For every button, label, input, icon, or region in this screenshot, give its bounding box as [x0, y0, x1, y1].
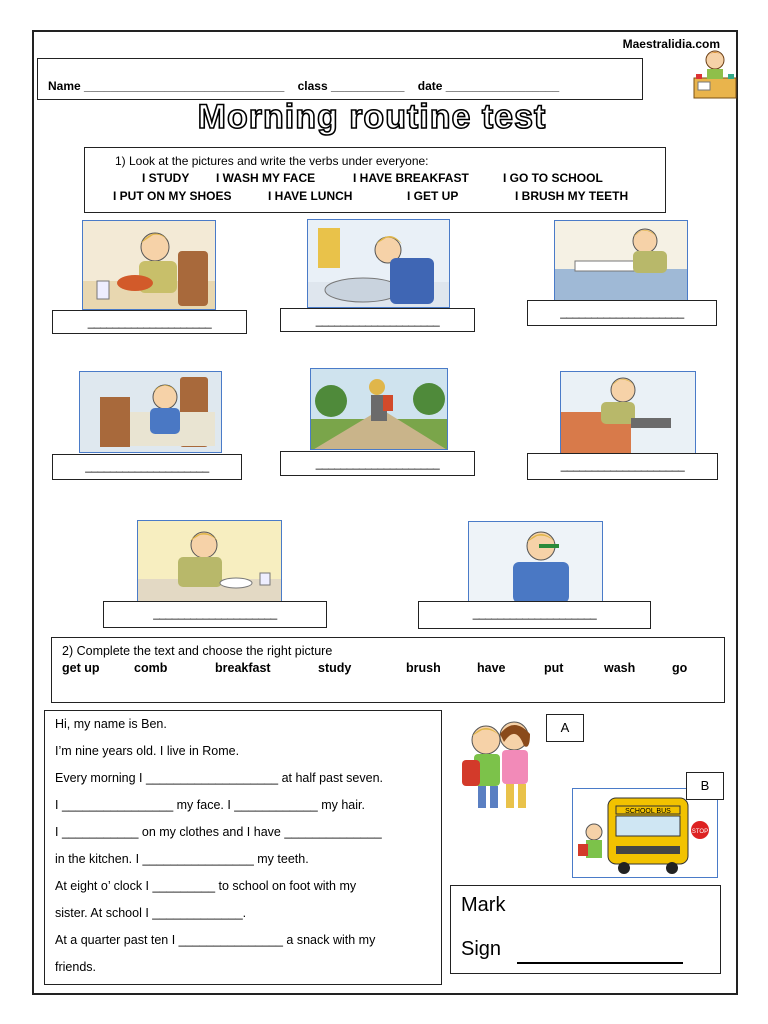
picture-brush-teeth	[468, 521, 603, 602]
boy-eating-illustration	[83, 221, 216, 310]
answer-field-1[interactable]: ____________________	[52, 310, 247, 334]
class-field[interactable]: ___________	[330, 79, 405, 93]
word-option: get up	[62, 661, 100, 675]
picture-get-up	[79, 371, 222, 453]
student-info-box	[37, 58, 643, 100]
picture-wash-face	[307, 219, 450, 308]
boy-shoes-illustration	[561, 372, 696, 454]
sign-label: Sign	[461, 938, 502, 960]
mark-sign-box	[450, 885, 721, 974]
story-line: I’m nine years old. I live in Rome.	[55, 744, 240, 758]
picture-b-school-bus	[572, 788, 718, 878]
worksheet-title: Morning routine test	[197, 98, 547, 136]
boy-studying-illustration	[555, 221, 688, 301]
word-option: wash	[604, 661, 636, 675]
picture-study	[554, 220, 688, 301]
verb-option: I HAVE BREAKFAST	[353, 171, 469, 185]
story-text-box	[44, 710, 442, 985]
verb-option: I STUDY	[142, 171, 190, 185]
story-line: Hi, my name is Ben.	[55, 717, 167, 731]
picture-put-on-shoes	[560, 371, 696, 454]
answer-field-3[interactable]: ____________________	[527, 300, 717, 326]
site-name: Maestralidia.com	[622, 37, 720, 51]
exercise1-instructions	[84, 147, 666, 213]
verb-option: I WASH MY FACE	[216, 171, 316, 185]
word-option: put	[544, 661, 564, 675]
sign-line[interactable]	[517, 962, 683, 964]
boy-washing-illustration	[308, 220, 450, 308]
verb-option: I HAVE LUNCH	[268, 189, 353, 203]
word-option: comb	[134, 661, 168, 675]
exercise2-question: 2) Complete the text and choose the right picture	[62, 644, 333, 658]
name-field[interactable]: ______________________________	[84, 79, 285, 93]
answer-field-6[interactable]: ____________________	[527, 453, 718, 480]
verb-option: I GET UP	[407, 189, 459, 203]
verb-option: I PUT ON MY SHOES	[113, 189, 232, 203]
story-line[interactable]: I ___________ on my clothes and I have ______________	[55, 825, 382, 839]
verb-option: I BRUSH MY TEETH	[515, 189, 629, 203]
picture-lunch	[137, 520, 282, 602]
story-line[interactable]: sister. At school I _____________.	[55, 906, 247, 920]
word-option: brush	[406, 661, 441, 675]
name-label: Name	[48, 79, 81, 93]
story-line: friends.	[55, 960, 96, 974]
boy-walking-illustration	[311, 369, 448, 450]
verb-option: I GO TO SCHOOL	[503, 171, 603, 185]
boy-lunch-illustration	[138, 521, 282, 602]
class-label: class	[297, 79, 328, 93]
picture-breakfast	[82, 220, 216, 310]
answer-field-8[interactable]: ____________________	[418, 601, 651, 629]
answer-field-5[interactable]: ____________________	[280, 451, 475, 476]
exercise1-question: 1) Look at the pictures and write the verbs under everyone:	[115, 154, 429, 168]
choice-b-label[interactable]: B	[686, 772, 724, 800]
story-line[interactable]: At a quarter past ten I _______________ a snack with my	[55, 933, 376, 947]
exercise2-word-bank	[51, 637, 725, 703]
boy-brushing-illustration	[469, 522, 603, 602]
word-option: study	[318, 661, 352, 675]
picture-go-to-school	[310, 368, 448, 450]
word-option: breakfast	[215, 661, 271, 675]
word-option: go	[672, 661, 688, 675]
answer-field-2[interactable]: ____________________	[280, 308, 475, 332]
stop-sign-text: STOP	[691, 829, 709, 835]
story-line[interactable]: I ________________ my face. I ____________ my hair.	[55, 798, 365, 812]
word-option: have	[477, 661, 506, 675]
teacher-logo	[690, 44, 740, 104]
story-line[interactable]: At eight o’ clock I _________ to school on foot with my	[55, 879, 357, 893]
answer-field-4[interactable]: ____________________	[52, 454, 242, 480]
picture-a-kids-walking	[458, 716, 546, 816]
choice-a-label[interactable]: A	[546, 714, 584, 742]
story-line[interactable]: Every morning I ___________________ at half past seven.	[55, 771, 384, 785]
date-label: date	[417, 79, 443, 93]
boy-getting-up-illustration	[80, 372, 222, 453]
bus-sign-text: SCHOOL BUS	[625, 808, 671, 815]
story-line[interactable]: in the kitchen. I ________________ my teeth.	[55, 852, 309, 866]
date-field[interactable]: _________________	[445, 79, 560, 93]
answer-field-7[interactable]: ____________________	[103, 601, 327, 628]
mark-label: Mark	[461, 894, 506, 916]
